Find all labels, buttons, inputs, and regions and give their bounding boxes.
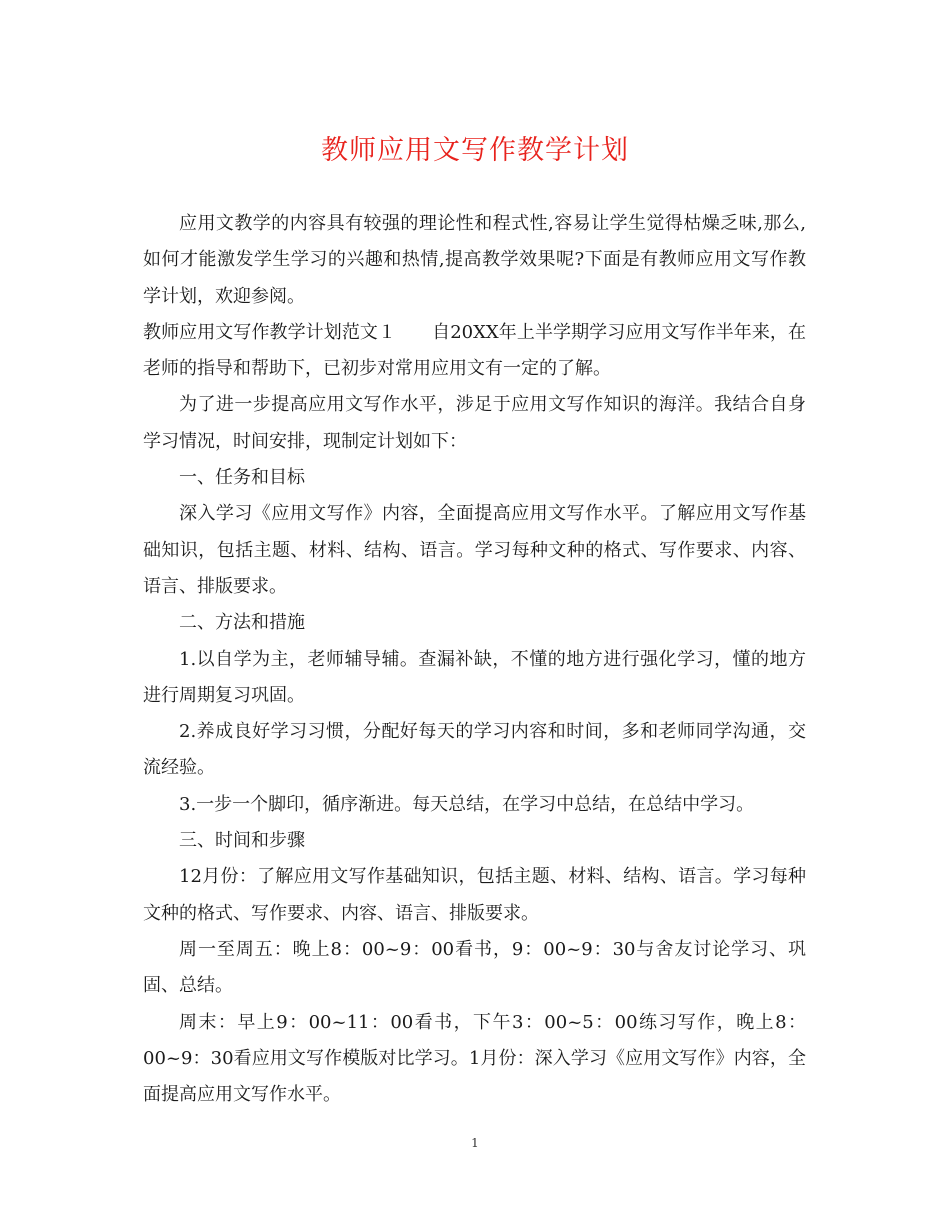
page-title: 教师应用文写作教学计划: [321, 135, 629, 166]
sample-first-text: 自20XX年上半学期学习应用文写作半年来，在老师的指导和帮助下，已初步对常用应用文有一定的了解。: [143, 321, 806, 380]
weekday-plan: 周一至周五：晚上8：00~9：00看书，9：00~9：30与舍友讨论学习、巩固、总结。: [143, 938, 806, 997]
method-item-1: 1.以自学为主，老师辅导辅。查漏补缺，不懂的地方进行强化学习，懂的地方进行周期复习巩固。: [143, 648, 806, 706]
december-plan: 12月份：了解应用文写作基础知识，包括主题、材料、结构、语言。学习每种文种的格式、写作要求、内容、语言、排版要求。: [143, 866, 806, 924]
sample-paragraph: [143, 315, 806, 388]
method-item-2: 2.养成良好学习习惯，分配好每天的学习内容和时间，多和老师同学沟通，交流经验。: [143, 721, 806, 779]
tasks-paragraph: 深入学习《应用文写作》内容，全面提高应用文写作水平。了解应用文写作基础知识，包括主题、材料、结构、语言。学习每种文种的格式、写作要求、内容、语言、排版要求。: [143, 503, 806, 597]
sample-heading: 教师应用文写作教学计划范文１: [143, 321, 397, 343]
document-body: [143, 206, 806, 1113]
method-item-3: 3.一步一个脚印，循序渐进。每天总结，在学习中总结，在总结中学习。: [179, 793, 755, 815]
purpose-paragraph: 为了进一步提高应用文写作水平，涉足于应用文写作知识的海洋。我结合自身学习情况，时间安排，现制定计划如下：: [143, 394, 806, 452]
intro-paragraph: 应用文教学的内容具有较强的理论性和程式性,容易让学生觉得枯燥乏味,那么,如何才能激发学生学习的兴趣和热情,提高教学效果呢?下面是有教师应用文写作教学计划，欢迎参阅。: [143, 213, 806, 307]
page-number: 1: [471, 1136, 479, 1150]
weekend-plan: 周末：早上9：00~11：00看书，下午3：00~5：00练习写作，晚上8：00~9：30看应用文写作模版对比学习。1月份：深入学习《应用文写作》内容，全面提高应用文写作水平。: [143, 1011, 806, 1106]
section-heading-methods: 二、方法和措施: [179, 612, 305, 634]
section-heading-schedule: 三、时间和步骤: [179, 830, 305, 852]
section-heading-tasks: 一、任务和目标: [179, 467, 305, 489]
